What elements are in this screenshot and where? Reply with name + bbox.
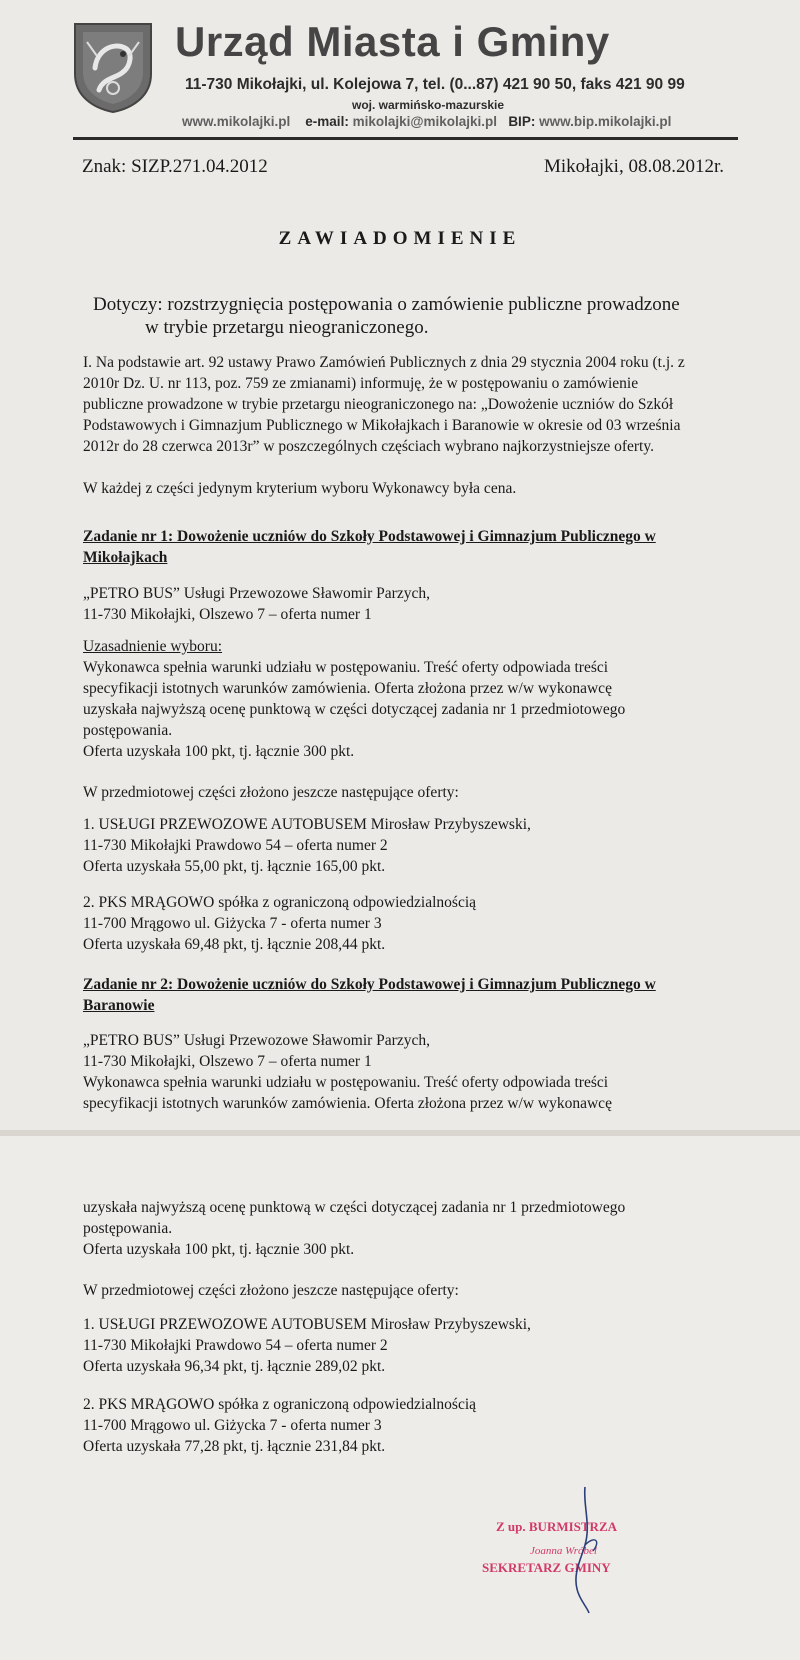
- justification-line: specyfikacji istotnych warunków zamówienia. Oferta złożona przez w/w wykonawcę: [83, 1095, 612, 1112]
- winner-line: 11-730 Mikołajki, Olszewo 7 – oferta numer 1: [83, 606, 372, 623]
- stamp-signatory: Joanna Wróbel: [530, 1545, 597, 1557]
- justification-line: postępowania.: [83, 722, 173, 739]
- offer-line: Oferta uzyskała 77,28 pkt, tj. łącznie 231,84 pkt.: [83, 1438, 386, 1455]
- task1-other-offer-2: [83, 892, 773, 955]
- task2-other-offer-1: [83, 1314, 773, 1377]
- intro-line: 2012r do 28 czerwca 2013r” w poszczególnych częściach wybrano najkorzystniejsze oferty.: [83, 438, 654, 455]
- task1-heading-line: Mikołajkach: [83, 549, 168, 566]
- task2-winner: [83, 1030, 773, 1114]
- task2-other-offer-2: [83, 1394, 773, 1457]
- header-divider: [73, 137, 738, 140]
- offer-line: 1. USŁUGI PRZEWOZOWE AUTOBUSEM Mirosław Przybyszewski,: [83, 816, 531, 833]
- justification-line: Wykonawca spełnia warunki udziału w postępowaniu. Treść oferty odpowiada treści: [83, 1074, 609, 1091]
- email-link[interactable]: mikolajki@mikolajki.pl: [352, 114, 498, 129]
- task1-others-intro: W przedmiotowej części złożono jeszcze następujące oferty:: [83, 784, 459, 801]
- office-contacts: [182, 114, 671, 129]
- office-address: 11-730 Mikołajki, ul. Kolejowa 7, tel. (0...87) 421 90 50, faks 421 90 99: [185, 76, 685, 93]
- task1-heading: [83, 526, 773, 568]
- offer-line: 11-730 Mikołajki Prawdowo 54 – oferta numer 2: [83, 1337, 388, 1354]
- justification-line: specyfikacji istotnych warunków zamówienia. Oferta złożona przez w/w wykonawcę: [83, 680, 612, 697]
- task2-heading-line: Zadanie nr 2: Dowożenie uczniów do Szkoły Podstawowej i Gimnazjum Publicznego w: [83, 976, 656, 993]
- task2-justification-cont: [83, 1197, 773, 1260]
- offer-line: 11-700 Mrągowo ul. Giżycka 7 - oferta numer 3: [83, 1417, 382, 1434]
- task2-heading: [83, 974, 773, 1016]
- winner-line: „PETRO BUS” Usługi Przewozowe Sławomir Parzych,: [83, 1032, 430, 1049]
- justification-line: uzyskała najwyższą ocenę punktową w części dotyczącej zadania nr 1 przedmiotowego: [83, 701, 626, 718]
- stamp-position: SEKRETARZ GMINY: [482, 1560, 611, 1575]
- stamp-authority: Z up. BURMISTRZA: [496, 1519, 618, 1534]
- offer-line: 1. USŁUGI PRZEWOZOWE AUTOBUSEM Mirosław Przybyszewski,: [83, 1316, 531, 1333]
- winner-line: 11-730 Mikołajki, Olszewo 7 – oferta numer 1: [83, 1053, 372, 1070]
- task2-others-intro: W przedmiotowej części złożono jeszcze następujące oferty:: [83, 1282, 459, 1299]
- bip-label: BIP:: [508, 114, 536, 129]
- offer-line: Oferta uzyskała 55,00 pkt, tj. łącznie 165,00 pkt.: [83, 858, 386, 875]
- bip-link[interactable]: www.bip.mikolajki.pl: [539, 114, 672, 129]
- website-link[interactable]: www.mikolajki.pl: [182, 114, 291, 129]
- task2-heading-line: Baranowie: [83, 997, 155, 1014]
- signature-icon: [555, 1485, 615, 1615]
- task1-winner: [83, 583, 773, 625]
- winner-line: „PETRO BUS” Usługi Przewozowe Sławomir Parzych,: [83, 585, 430, 602]
- offer-line: Oferta uzyskała 96,34 pkt, tj. łącznie 289,02 pkt.: [83, 1358, 386, 1375]
- subject-line: Dotyczy: rozstrzygnięcia postępowania o zamówienie publiczne prowadzone: [93, 294, 680, 315]
- criterion-text: W każdej z części jedynym kryterium wyboru Wykonawcy była cena.: [83, 480, 517, 497]
- intro-paragraph: [83, 352, 773, 457]
- intro-line: publiczne prowadzone w trybie przetargu nieograniczonego na: „Dowożenie uczniów do Szkół: [83, 396, 674, 413]
- subject: [93, 293, 733, 339]
- intro-line: I. Na podstawie art. 92 ustawy Prawo Zamówień Publicznych z dnia 29 stycznia 2004 roku (t.j. z: [83, 354, 685, 371]
- document-title: ZAWIADOMIENIE: [278, 228, 522, 249]
- offer-line: Oferta uzyskała 69,48 pkt, tj. łącznie 208,44 pkt.: [83, 936, 386, 953]
- offer-line: 2. PKS MRĄGOWO spółka z ograniczoną odpowiedzialnością: [83, 894, 477, 911]
- justification-line: uzyskała najwyższą ocenę punktową w części dotyczącej zadania nr 1 przedmiotowego: [83, 1199, 626, 1216]
- offer-line: 2. PKS MRĄGOWO spółka z ograniczoną odpowiedzialnością: [83, 1396, 477, 1413]
- offer-line: 11-730 Mikołajki Prawdowo 54 – oferta numer 2: [83, 837, 388, 854]
- task1-justification: [83, 636, 773, 762]
- justification-label: Uzasadnienie wyboru:: [83, 638, 223, 655]
- place-and-date: Mikołajki, 08.08.2012r.: [544, 156, 724, 177]
- justification-line: Wykonawca spełnia warunki udziału w postępowaniu. Treść oferty odpowiada treści: [83, 659, 609, 676]
- justification-line: Oferta uzyskała 100 pkt, tj. łącznie 300 pkt.: [83, 743, 355, 760]
- justification-line: Oferta uzyskała 100 pkt, tj. łącznie 300 pkt.: [83, 1241, 355, 1258]
- office-region: woj. warmińsko-mazurskie: [352, 98, 505, 112]
- task1-heading-line: Zadanie nr 1: Dowożenie uczniów do Szkoły Podstawowej i Gimnazjum Publicznego w: [83, 528, 656, 545]
- offer-line: 11-700 Mrągowo ul. Giżycka 7 - oferta numer 3: [83, 915, 382, 932]
- intro-line: 2010r Dz. U. nr 113, poz. 759 ze zmianami) informuję, że w postępowaniu o zamówienie: [83, 375, 639, 392]
- reference-number: Znak: SIZP.271.04.2012: [82, 156, 268, 177]
- office-name: Urząd Miasta i Gminy: [175, 18, 610, 65]
- subject-line: w trybie przetargu nieograniczonego.: [145, 317, 429, 338]
- email-label: e-mail:: [305, 114, 349, 129]
- task1-other-offer-1: [83, 814, 773, 877]
- intro-line: Podstawowych i Gimnazjum Publicznego w Mikołajkach i Baranowie w okresie od 03 września: [83, 417, 681, 434]
- coat-of-arms-icon: [73, 22, 153, 114]
- justification-line: postępowania.: [83, 1220, 173, 1237]
